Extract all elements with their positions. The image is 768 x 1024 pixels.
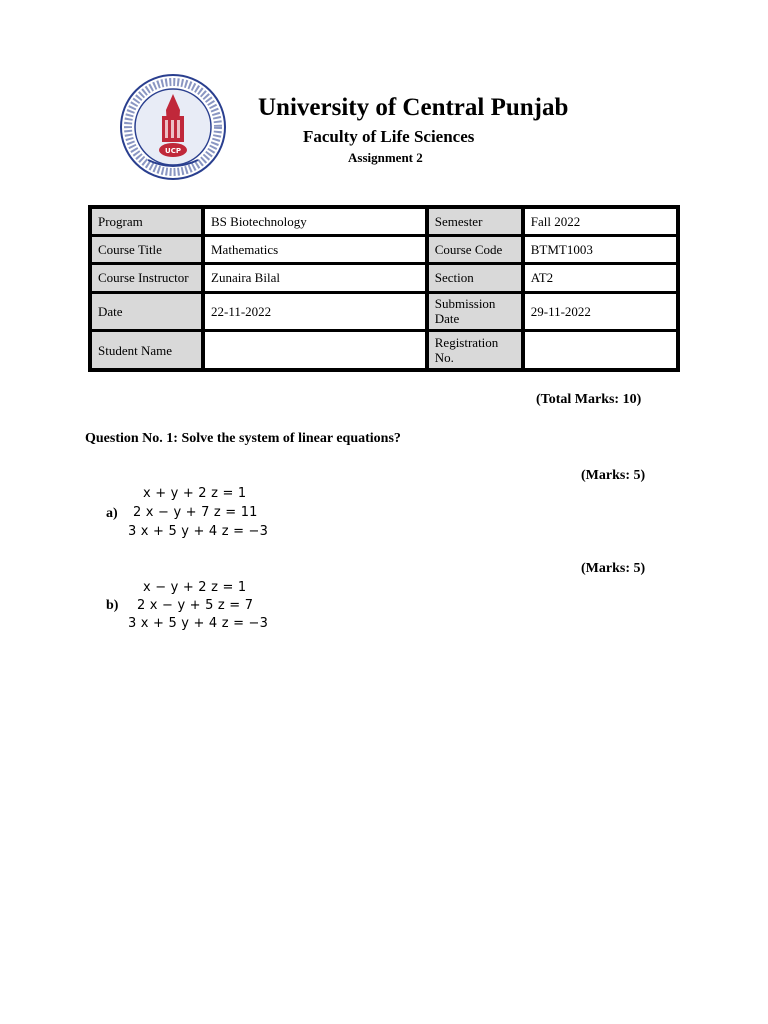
instructor-value: Zunaira Bilal [205, 265, 425, 290]
part-b-equation-2: 2 x − y + 5 z = 7 [137, 598, 254, 613]
course-info-table [88, 205, 680, 372]
section-label: Section [429, 265, 521, 290]
part-a-marks: (Marks: 5) [581, 468, 646, 483]
date-label: Date [92, 294, 201, 330]
university-title: University of Central Punjab [258, 94, 569, 121]
assignment-title: Assignment 2 [348, 150, 423, 165]
date-value: 22-11-2022 [205, 294, 425, 330]
part-b-equation-1: x − y + 2 z = 1 [143, 580, 247, 595]
part-a-equation-1: x + y + 2 z = 1 [143, 486, 247, 501]
program-value: BS Biotechnology [205, 209, 425, 234]
part-b-label: b) [106, 598, 119, 613]
svg-text:UCP: UCP [165, 147, 181, 155]
student-name-field [205, 332, 425, 368]
part-a-label: a) [106, 506, 118, 521]
part-a-equation-2: 2 x − y + 7 z = 11 [133, 505, 258, 520]
faculty-title: Faculty of Life Sciences [303, 127, 475, 146]
course-code-value: BTMT1003 [525, 237, 676, 262]
registration-field [525, 332, 676, 368]
program-label: Program [92, 209, 201, 234]
university-seal-logo [118, 72, 228, 182]
course-title-value: Mathematics [205, 237, 425, 262]
submission-date-label: Submission Date [429, 294, 521, 330]
student-name-label: Student Name [92, 332, 201, 368]
part-b-equation-3: 3 x + 5 y + 4 z = −3 [128, 616, 269, 631]
part-a-equation-3: 3 x + 5 y + 4 z = −3 [128, 524, 269, 539]
registration-label: Registration No. [429, 332, 521, 368]
course-title-label: Course Title [92, 237, 201, 262]
course-code-label: Course Code [429, 237, 521, 262]
instructor-label: Course Instructor [92, 265, 201, 290]
submission-date-value: 29-11-2022 [525, 294, 676, 330]
semester-value: Fall 2022 [525, 209, 676, 234]
question-heading: Question No. 1: Solve the system of linear equations? [85, 431, 401, 446]
semester-label: Semester [429, 209, 521, 234]
section-value: AT2 [525, 265, 676, 290]
total-marks: (Total Marks: 10) [536, 392, 642, 407]
part-b-marks: (Marks: 5) [581, 561, 646, 576]
